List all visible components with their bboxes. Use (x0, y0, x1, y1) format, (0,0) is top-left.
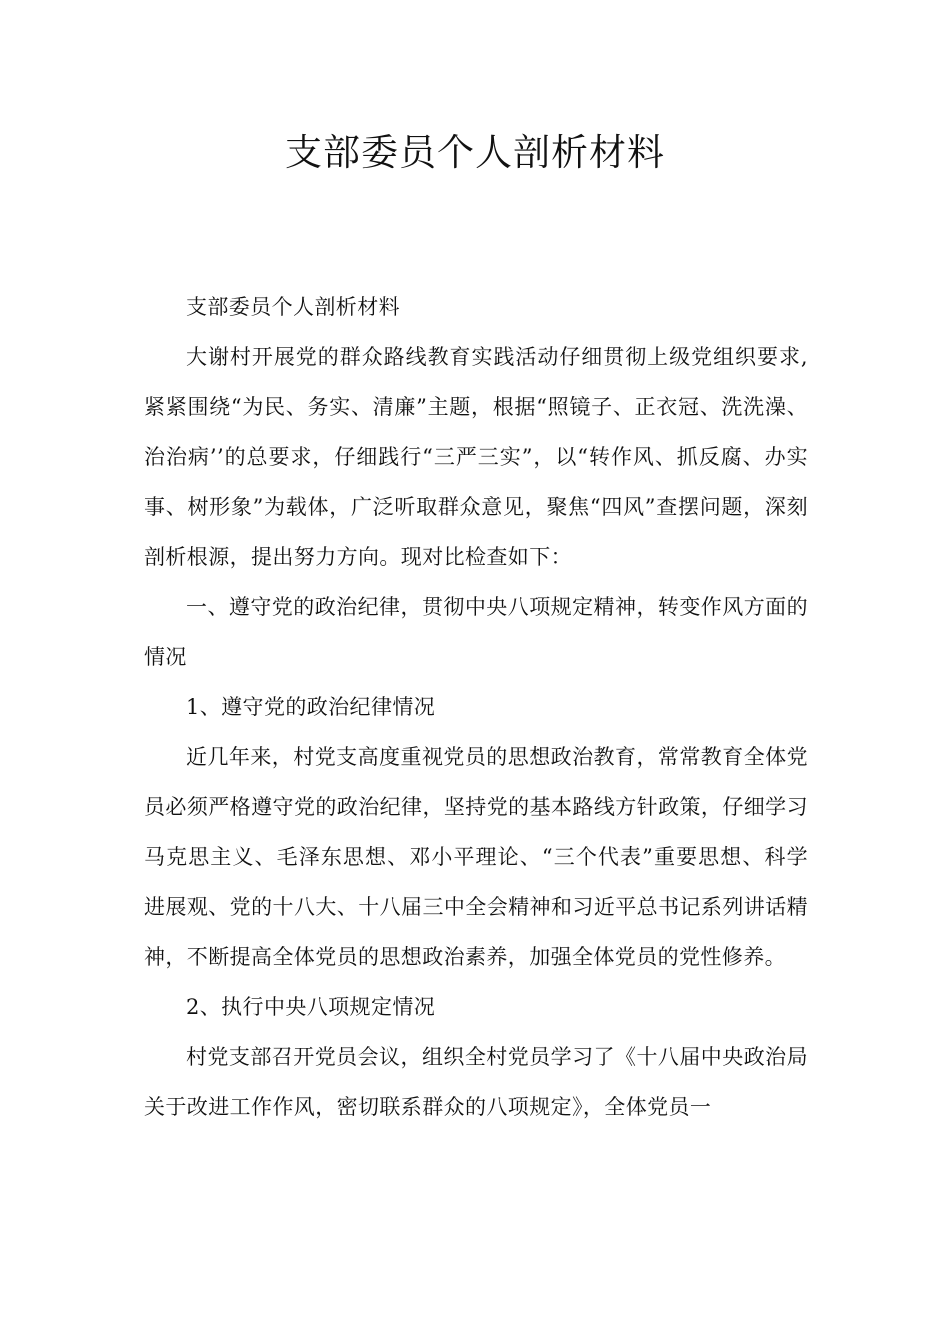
paragraph-intro: 大谢村开展党的群众路线教育实践活动仔细贯彻上级党组织要求,紧紧围绕“为民、务实、清廉”主题，根据“照镜子、正衣冠、洗洗澡、治治病’’的总要求，仔细践行“三严三实”，以“转作风、抓反腐、办实事、树形象”为载体，广泛听取群众意见，聚焦“四风”查摆问题，深刻剖析根源，提出努力方向。现对比检查如下： (144, 345, 808, 569)
paragraph-political-discipline: 近几年来，村党支高度重视党员的思想政治教育，常常教育全体党员必须严格遵守党的政治纪律，坚持党的基本路线方针政策，仔细学习马克思主义、毛泽东思想、邓小平理论、“三个代表”重要思想、科学进展观、党的十八大、十八届三中全会精神和习近平总书记系列讲话精神，不断提高全体党员的思想政治素养，加强全体党员的党性修养。 (144, 745, 808, 969)
document-title: 支部委员个人剖析材料 (285, 131, 665, 174)
subsection-heading-1: 1、遵守党的政治纪律情况 (186, 695, 436, 719)
paragraph-subtitle: 支部委员个人剖析材料 (186, 295, 400, 319)
document-body (144, 282, 808, 1132)
paragraph-eight-rules: 村党支部召开党员会议，组织全村党员学习了《十八届中央政治局关于改进工作作风，密切联系群众的八项规定》，全体党员一 (144, 1045, 808, 1119)
section-heading-1: 一、遵守党的政治纪律，贯彻中央八项规定精神，转变作风方面的情况 (144, 595, 808, 669)
subsection-heading-2: 2、执行中央八项规定情况 (186, 995, 436, 1019)
